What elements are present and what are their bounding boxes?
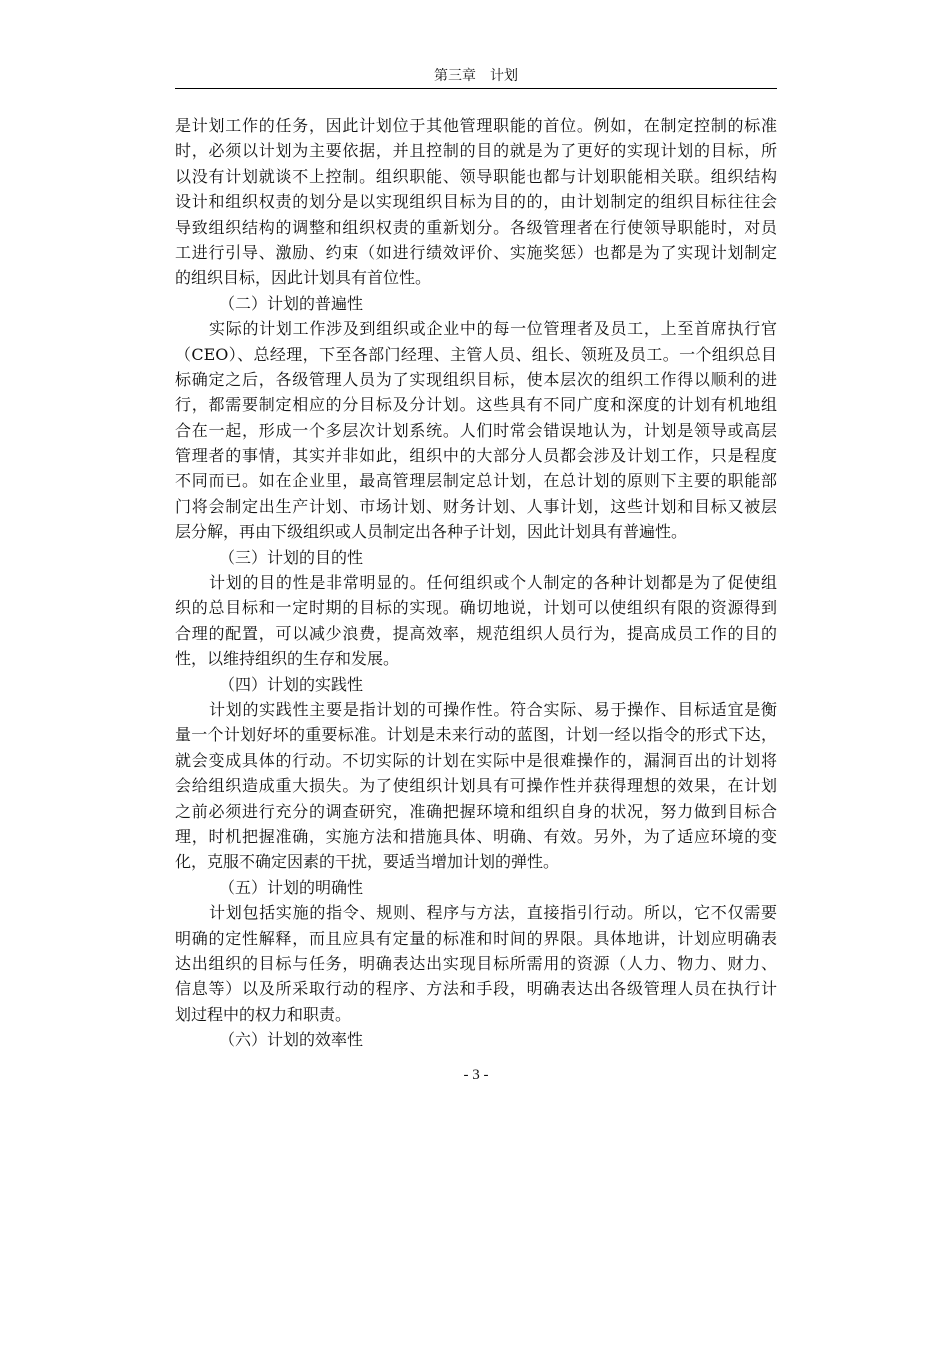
text-line: （CEO）、总经理，下至各部门经理、主管人员、组长、领班及员工。一个组织总目 (175, 344, 777, 364)
section-heading: （三）计划的目的性 (219, 547, 364, 567)
text-line: 管理者的事情，其实并非如此，组织中的大部分人员都会涉及计划工作，只是程度 (175, 446, 777, 466)
text-line: 计划包括实施的指令、规则、程序与方法，直接指引行动。所以，它不仅需要 (209, 903, 777, 923)
text-line: 划过程中的权力和职责。 (175, 1004, 352, 1024)
text-line: 标确定之后，各级管理人员为了实现组织目标，使本层次的组织工作得以顺利的进 (175, 369, 777, 389)
text-line: 化，克服不确定因素的干扰，要适当增加计划的弹性。 (175, 852, 560, 872)
text-line: 是计划工作的任务，因此计划位于其他管理职能的首位。例如，在制定控制的标准 (175, 116, 777, 135)
text-line: 合在一起，形成一个多层次计划系统。人们时常会错误地认为，计划是领导或高层 (175, 420, 777, 440)
text-line: 合理的配置，可以减少浪费，提高效率，规范组织人员行为，提高成员工作的目的 (175, 623, 777, 643)
section-heading: （二）计划的普遍性 (219, 293, 364, 313)
text-line: 信息等）以及所采取行动的程序、方法和手段，明确表达出各级管理人员在执行计 (175, 979, 777, 999)
text-line: 实际的计划工作涉及到组织或企业中的每一位管理者及员工，上至首席执行官 (209, 319, 777, 339)
text-line: 的组织目标，因此计划具有首位性。 (175, 268, 432, 288)
text-line: 门将会制定出生产计划、市场计划、财务计划、人事计划，这些计划和目标又被层 (175, 496, 777, 516)
text-line: 以没有计划就谈不上控制。组织职能、领导职能也都与计划职能相关联。组织结构 (175, 166, 777, 186)
text-line: 就会变成具体的行动。不切实际的计划在实际中是很难操作的，漏洞百出的计划将 (175, 750, 777, 770)
text-line: 行，都需要制定相应的分目标及分计划。这些具有不同广度和深度的计划有机地组 (175, 395, 777, 415)
text-line: 理，时机把握准确，实施方法和措施具体、明确、有效。另外，为了适应环境的变 (175, 826, 777, 846)
text-line: 之前必须进行充分的调查研究，准确把握环境和组织自身的状况，努力做到目标合 (175, 801, 777, 821)
section-heading: （六）计划的效率性 (219, 1030, 364, 1050)
text-line: 导致组织结构的调整和组织权责的重新划分。各级管理者在行使领导职能时，对员 (175, 217, 777, 237)
text-line: 会给组织造成重大损失。为了使组织计划具有可操作性并获得理想的效果，在计划 (175, 776, 777, 796)
running-header: 第三章 计划 (434, 68, 518, 84)
text-line: 量一个计划好坏的重要标准。计划是未来行动的蓝图，计划一经以指令的形式下达， (175, 725, 777, 745)
text-line: 计划的实践性主要是指计划的可操作性。符合实际、易于操作、目标适宜是衡 (209, 699, 777, 719)
text-line: 时，必须以计划为主要依据，并且控制的目的就是为了更好的实现计划的目标，所 (175, 141, 777, 161)
page-number: - 3 - (463, 1067, 489, 1083)
text-line: 明确的定性解释，而且应具有定量的标准和时间的界限。具体地讲，计划应明确表 (175, 928, 777, 948)
text-line: 设计和组织权责的划分是以实现组织目标为目的的，由计划制定的组织目标往往会 (175, 192, 777, 212)
header-rule (175, 88, 777, 89)
text-line: 不同而已。如在企业里，最高管理层制定总计划，在总计划的原则下主要的职能部 (175, 471, 777, 491)
text-line: 工进行引导、激励、约束（如进行绩效评价、实施奖惩）也都是为了实现计划制定 (175, 242, 777, 262)
text-line: 层分解，再由下级组织或人员制定出各种子计划，因此计划具有普遍性。 (175, 522, 688, 542)
text-line: 达出组织的目标与任务，明确表达出实现目标所需用的资源（人力、物力、财力、 (175, 953, 777, 973)
text-line: 计划的目的性是非常明显的。任何组织或个人制定的各种计划都是为了促使组 (209, 573, 777, 593)
text-line: 性，以维持组织的生存和发展。 (175, 649, 400, 669)
body-text (175, 113, 777, 1052)
text-line: 织的总目标和一定时期的目标的实现。确切地说，计划可以使组织有限的资源得到 (175, 598, 777, 618)
section-heading: （四）计划的实践性 (219, 674, 364, 694)
section-heading: （五）计划的明确性 (219, 877, 364, 897)
